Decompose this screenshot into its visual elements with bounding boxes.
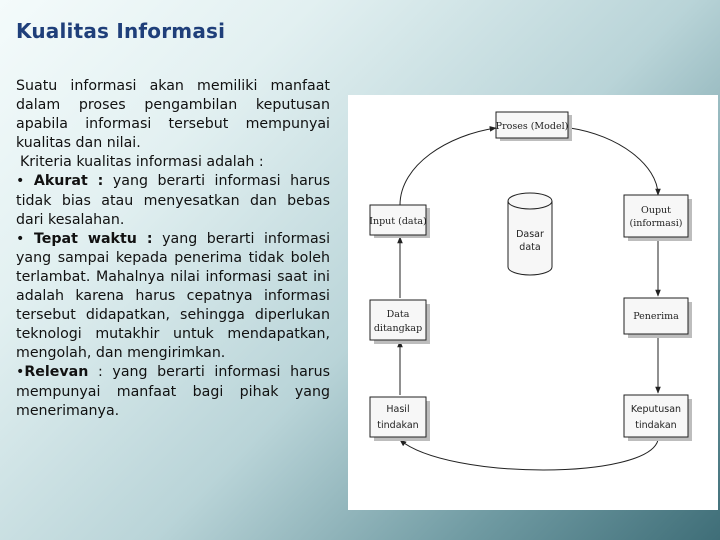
node-hasil-tindakan xyxy=(370,397,430,441)
arrow-input-to-proses xyxy=(400,128,496,205)
node-label: Ouput xyxy=(641,205,671,216)
node-output xyxy=(624,195,692,241)
intro-paragraph: Suatu informasi akan memiliki manfaat dalam proses pengambilan keputusan apabila informasi tersebut mempunyai kualitas dan nilai. xyxy=(16,78,330,152)
node-label: tindakan xyxy=(377,420,419,431)
node-label: (informasi) xyxy=(629,218,683,229)
criterion-relevan: •Relevan : yang berarti informasi harus mempunyai manfaat bagi pihak yang menerimanya. xyxy=(16,364,330,419)
node-label: Penerima xyxy=(633,311,679,322)
node-label: Hasil xyxy=(386,404,410,415)
node-database xyxy=(508,193,552,275)
criterion-term: Akurat : xyxy=(33,173,104,190)
node-label: Keputusan xyxy=(630,404,682,415)
node-proses xyxy=(496,112,572,141)
criterion-akurat: • Akurat : yang berarti informasi harus tidak bias atau menyesatkan dan bebas dari kesalahan. xyxy=(16,173,330,228)
criterion-desc: yang berarti informasi yang sampai kepada penerima tidak boleh terlambat. Mahalnya nilai informasi saat ini adalah karena harus cepatnya informasi tersebut didapatkan, sehingga diperlukan teknologi mutakhir untuk mendapatkan, mengolah, dan mengirimkan. xyxy=(16,230,331,362)
node-label: Proses (Model) xyxy=(495,121,569,132)
diagram-connectors xyxy=(400,128,658,470)
node-label: Dasar xyxy=(516,229,544,240)
node-label: ditangkap xyxy=(373,323,423,334)
criterion-desc: yang berarti informasi harus tidak bias atau menyesatkan dan bebas dari kesalahan. xyxy=(16,173,330,228)
node-input xyxy=(369,205,430,238)
arrow-proses-to-output xyxy=(570,128,658,195)
node-label: Input (data) xyxy=(369,216,427,227)
node-keputusan-tindakan xyxy=(624,395,692,441)
arrow-keputusan-to-hasil xyxy=(400,440,658,470)
slide-title: Kualitas Informasi xyxy=(16,19,226,43)
node-label: tindakan xyxy=(635,420,677,431)
criterion-tepat-waktu: • Tepat waktu : yang berarti informasi yang sampai kepada penerima tidak boleh terlambat. Mahalnya nilai informasi saat ini adalah karena harus cepatnya informasi tersebut didapatkan, sehingga diperlukan teknologi mutakhir untuk mendapatkan, mengolah, dan mengirimkan. xyxy=(16,230,331,362)
criterion-term: Tepat waktu : xyxy=(33,230,153,247)
body-text xyxy=(16,77,330,421)
node-penerima xyxy=(624,298,692,338)
information-cycle-diagram xyxy=(348,95,718,510)
criterion-term: Relevan xyxy=(24,364,89,381)
criterion-desc: : yang berarti informasi harus mempunyai manfaat bagi pihak yang menerimanya. xyxy=(16,364,330,419)
criteria-heading: Kriteria kualitas informasi adalah : xyxy=(20,154,264,171)
diagram-svg xyxy=(348,95,718,510)
node-data-ditangkap xyxy=(370,300,430,344)
node-label: data xyxy=(519,242,541,253)
node-label: Data xyxy=(386,309,410,320)
